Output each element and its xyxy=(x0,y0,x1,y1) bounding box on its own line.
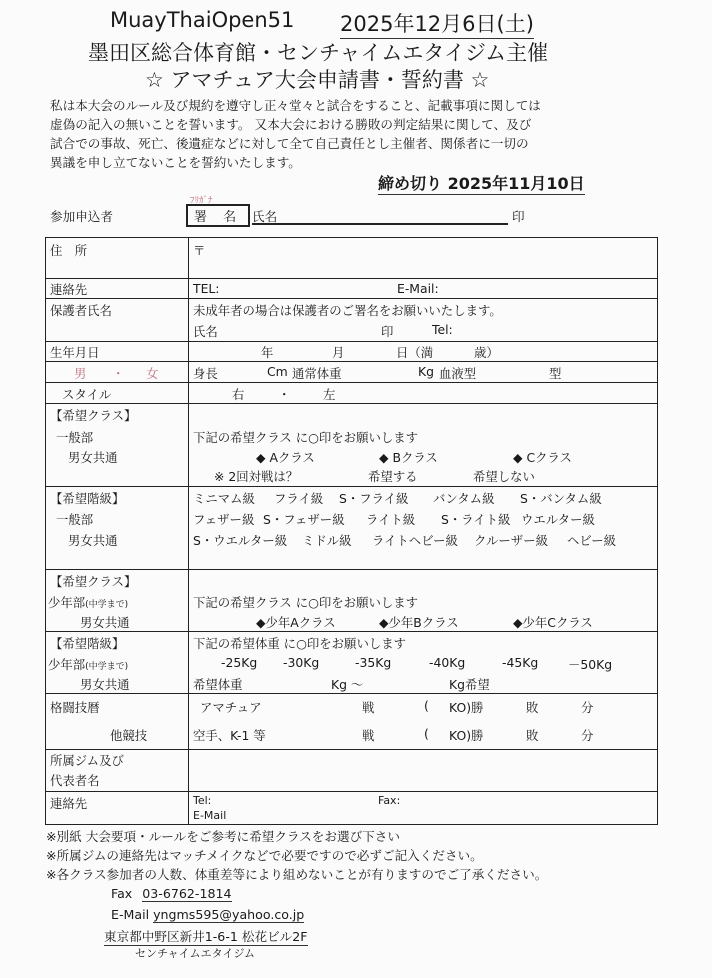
tel-field[interactable] xyxy=(193,281,393,296)
junior-class-c-option[interactable]: ◆少年Cクラス xyxy=(513,615,593,630)
note-line: ※各クラス参加者の人数、体重差等により組めないことが有りますのでご了承ください。 xyxy=(46,867,548,882)
signature-box: 署 名 xyxy=(186,204,250,227)
row-divider xyxy=(46,486,657,487)
deadline: 締め切り 2025年11月10日 xyxy=(378,171,585,195)
class-a-option[interactable]: ◆ Aクラス xyxy=(256,450,315,465)
form-title: ☆ アマチュア大会申請書・誓約書 ☆ xyxy=(145,68,490,92)
pledge-line: 異議を申し立てないことを誓約いたします。 xyxy=(50,155,301,170)
row-divider xyxy=(46,791,657,792)
kg-unit: Kg xyxy=(418,364,434,379)
junior-weight-option[interactable]: -35Kg xyxy=(355,655,392,670)
guardian-tel-field[interactable] xyxy=(432,322,632,337)
junior-class-b-option[interactable]: ◆少年Bクラス xyxy=(379,615,459,630)
blood-label: 血液型 xyxy=(439,366,477,381)
row-divider xyxy=(46,403,657,404)
furigana-label: ﾌﾘｶﾞﾅ xyxy=(190,196,213,206)
record-losses[interactable]: 敗 xyxy=(526,728,539,743)
junior-class-label: 【希望クラス】 xyxy=(50,574,137,589)
email-label: E-Mail xyxy=(111,907,150,922)
weight-class-option[interactable]: S・バンタム級 xyxy=(520,491,602,506)
junior-division xyxy=(48,593,128,611)
general-unisex: 男女共通 xyxy=(68,533,118,548)
general-division: 一般部 xyxy=(56,512,94,527)
record-label: 格闘技暦 xyxy=(50,700,100,715)
junior-division xyxy=(48,655,128,673)
record-ko-wins[interactable]: KO)勝 xyxy=(449,700,484,715)
rematch-question: ※ 2回対戦は？ xyxy=(214,469,299,484)
row-divider xyxy=(46,298,657,299)
footer-email xyxy=(111,907,304,922)
weight-class-option[interactable]: クルーザー級 xyxy=(474,533,548,548)
name-label: 氏名 xyxy=(252,209,278,224)
weight-class-option[interactable]: ミニマム級 xyxy=(193,491,255,506)
row-divider xyxy=(46,341,657,342)
gender-female[interactable]: 女 xyxy=(146,366,159,381)
style-right[interactable]: 右 xyxy=(232,387,245,402)
age[interactable]: 歳） xyxy=(474,345,499,360)
footer-gym-name: センチャイムエタイジム xyxy=(135,947,256,960)
address-label: 住 所 xyxy=(50,243,88,258)
weight-class-option[interactable]: S・フェザー級 xyxy=(263,512,345,527)
row-divider xyxy=(46,361,657,362)
notes xyxy=(46,827,547,884)
gym-field[interactable] xyxy=(193,752,653,788)
venue-line: 墨田区総合体育館・センチャイムエタイジム主催 xyxy=(88,41,549,65)
weight-class-option[interactable]: フェザー級 xyxy=(193,512,255,527)
pledge-text xyxy=(50,96,541,172)
gym-tel-field[interactable] xyxy=(193,794,373,807)
row-divider xyxy=(46,278,657,279)
birth-label: 生年月日 xyxy=(50,345,100,360)
blood-type-unit: 型 xyxy=(549,366,562,381)
height-label: 身長 xyxy=(193,366,218,381)
birth-month[interactable]: 月 xyxy=(332,345,345,360)
junior-weight-instruction: 下記の希望体重 に○印をお願いします xyxy=(193,636,406,651)
applicant-label: 参加申込者 xyxy=(50,209,113,224)
record-losses[interactable]: 敗 xyxy=(526,700,539,715)
gym-fax-label: Fax: xyxy=(378,794,401,807)
gym-email-label: E-Mail xyxy=(193,809,227,822)
gym-rep-label: 代表者名 xyxy=(50,773,100,788)
row-divider xyxy=(46,569,657,570)
tel-label: TEL: xyxy=(193,281,220,296)
junior-weight-option[interactable]: －50Kg xyxy=(568,657,613,672)
guardian-tel-label: Tel: xyxy=(432,322,453,337)
record-draws[interactable]: 分 xyxy=(581,728,594,743)
record-ko-wins[interactable]: KO)勝 xyxy=(449,728,484,743)
event-name: MuayThaiOpen51 xyxy=(110,8,295,32)
weight-class-option[interactable]: ウエルター級 xyxy=(521,512,595,527)
weight-class-option[interactable]: S・ウエルター級 xyxy=(193,533,288,548)
weight-class-option[interactable]: S・ライト級 xyxy=(441,512,511,527)
application-table xyxy=(45,237,658,825)
record-fights[interactable]: 戦 xyxy=(362,728,375,743)
row-divider xyxy=(46,693,657,694)
junior-division-text: 少年部 xyxy=(48,595,86,610)
class-instruction: 下記の希望クラス に○印をお願いします xyxy=(193,430,419,445)
row-divider xyxy=(46,631,657,632)
note-line: ※所属ジムの連絡先はマッチメイクなどで必要ですので必ずご記入ください。 xyxy=(46,848,483,863)
style-label: スタイル xyxy=(62,387,112,402)
fax-number: 03-6762-1814 xyxy=(142,886,232,901)
record-paren: ( xyxy=(424,726,429,741)
desired-weight-to[interactable]: Kg希望 xyxy=(449,677,490,692)
desired-weight-from[interactable]: Kg ～ xyxy=(331,677,364,692)
email-address[interactable]: yngms595@yahoo.co.jp xyxy=(153,907,305,922)
junior-class-instruction: 下記の希望クラス に○印をお願いします xyxy=(193,595,419,610)
row-divider xyxy=(46,749,657,750)
junior-unisex: 男女共通 xyxy=(80,677,130,692)
gym-fax-field[interactable] xyxy=(378,794,578,807)
row-divider xyxy=(46,382,657,383)
general-class-label: 【希望クラス】 xyxy=(50,408,137,423)
junior-unisex: 男女共通 xyxy=(80,615,130,630)
applicant-name-field[interactable] xyxy=(252,206,508,225)
weight-class-option[interactable]: S・フライ級 xyxy=(339,491,409,506)
gender-dot: ・ xyxy=(112,366,125,381)
style-dot: ・ xyxy=(278,387,291,402)
contact-label: 連絡先 xyxy=(50,282,88,297)
gym-contact-label: 連絡先 xyxy=(50,796,88,811)
gym-tel-label: Tel: xyxy=(193,794,212,807)
pledge-line: 試合での事故、死亡、後遺症などに対して全て自己責任とし主催者、関係者に一切の xyxy=(50,136,529,151)
postal-mark: 〒 xyxy=(193,243,206,258)
fax-label: Fax xyxy=(111,886,133,901)
general-weight-label: 【希望階級】 xyxy=(50,491,125,506)
weight-class-option[interactable]: バンタム級 xyxy=(433,491,495,506)
record-amateur: アマチュア xyxy=(200,700,262,715)
pledge-line: 私は本大会のルール及び規約を遵守し正々堂々と試合をすること、記載事項に関しては xyxy=(50,98,541,113)
note-line: ※別紙 大会要項・ルールをご参考に希望クラスをお選び下さい xyxy=(46,829,400,844)
email-field[interactable] xyxy=(397,281,647,296)
desired-weight-label: 希望体重 xyxy=(193,677,243,692)
record-paren: ( xyxy=(424,698,429,713)
weight-class-option[interactable]: ヘビー級 xyxy=(567,533,617,548)
junior-division-note: (中学まで) xyxy=(85,662,129,672)
cm-unit: Cm xyxy=(267,364,288,379)
junior-weight-option[interactable]: -25Kg xyxy=(221,655,258,670)
seal-mark: 印 xyxy=(512,209,525,224)
weight-class-option[interactable]: ライトヘビー級 xyxy=(372,533,458,548)
class-b-option[interactable]: ◆ Bクラス xyxy=(379,450,438,465)
pledge-line: 虚偽の記入の無いことを誓います。 又本大会における勝敗の判定結果に関して、及び xyxy=(50,117,532,132)
record-other: 空手、K-1 等 xyxy=(193,728,266,743)
weight-class-option[interactable]: フライ級 xyxy=(274,491,324,506)
birth-day[interactable]: 日（満 xyxy=(396,345,434,360)
guardian-note: 未成年者の場合は保護者のご署名をお願いいたします。 xyxy=(193,303,502,318)
record-fights[interactable]: 戦 xyxy=(362,700,375,715)
style-left[interactable]: 左 xyxy=(323,387,336,402)
gym-email-field[interactable] xyxy=(193,809,493,822)
junior-weight-label: 【希望階級】 xyxy=(50,636,125,651)
event-date: 2025年12月6日(土) xyxy=(340,8,534,39)
email-label: E-Mail: xyxy=(397,281,439,296)
junior-weight-option[interactable]: -30Kg xyxy=(283,655,320,670)
gym-label: 所属ジム及び xyxy=(50,753,124,768)
junior-division-text: 少年部 xyxy=(48,657,86,672)
class-c-option[interactable]: ◆ Cクラス xyxy=(513,450,572,465)
weight-class-option[interactable]: ミドル級 xyxy=(302,533,352,548)
column-divider xyxy=(188,238,189,824)
gender-male[interactable]: 男 xyxy=(74,366,87,381)
guardian-label: 保護者氏名 xyxy=(50,303,112,318)
weight-label: 通常体重 xyxy=(292,366,342,381)
weight-class-option[interactable]: ライト級 xyxy=(366,512,416,527)
footer-address: 東京都中野区新井1-6-1 松花ビル2F xyxy=(104,926,308,946)
junior-division-note: (中学まで) xyxy=(85,600,129,610)
junior-weight-option[interactable]: -45Kg xyxy=(502,655,539,670)
record-draws[interactable]: 分 xyxy=(581,700,594,715)
guardian-seal: 印 xyxy=(381,324,394,339)
junior-weight-option[interactable]: -40Kg xyxy=(429,655,466,670)
footer-fax xyxy=(111,886,232,901)
guardian-name-field[interactable] xyxy=(193,322,373,340)
general-unisex: 男女共通 xyxy=(68,450,118,465)
record-other-label: 他競技 xyxy=(110,728,148,743)
address-field[interactable] xyxy=(193,241,653,275)
rematch-yes[interactable]: 希望する xyxy=(368,469,418,484)
guardian-name-label: 氏名 xyxy=(193,324,218,339)
general-division: 一般部 xyxy=(56,430,94,445)
rematch-no[interactable]: 希望しない xyxy=(473,469,535,484)
birth-year[interactable]: 年 xyxy=(261,345,274,360)
junior-class-a-option[interactable]: ◆少年Aクラス xyxy=(256,615,336,630)
